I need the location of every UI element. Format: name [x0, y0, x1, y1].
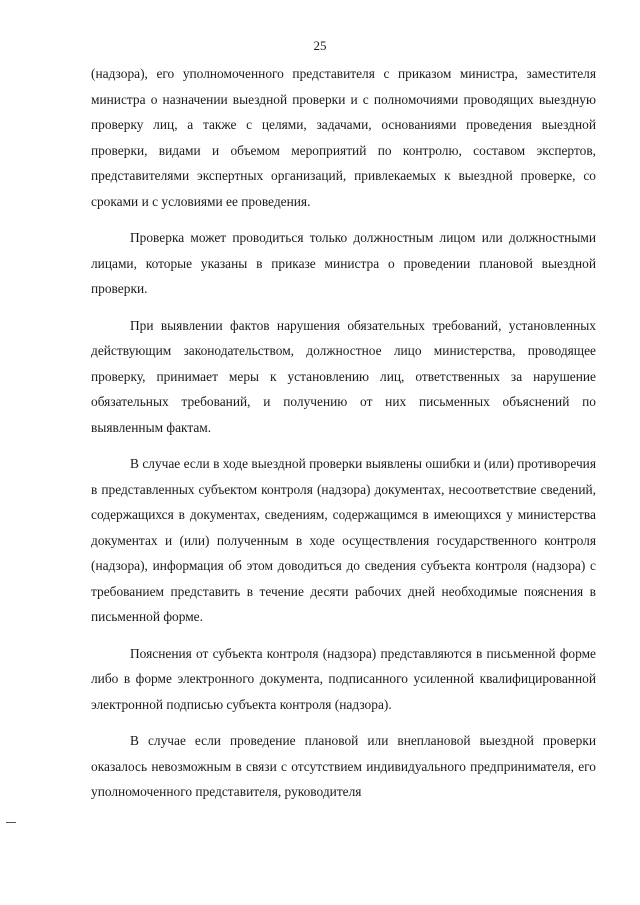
document-body	[91, 61, 596, 805]
paragraph-2: Проверка может проводиться только должностным лицом или должностными лицами, которые указаны в приказе министра о проведении плановой выездной проверки.	[91, 230, 596, 296]
paragraph-4: В случае если в ходе выездной проверки выявлены ошибки и (или) противоречия в представленных субъектом контроля (надзора) документах, несоответствие сведений, содержащихся в документах, сведениям, содержащимся в имеющихся у министерства документах и (или) полученным в ходе осуществления государственного контроля (надзора), информация об этом доводиться до сведения субъекта контроля (надзора) с требованием представить в течение десяти рабочих дней необходимые пояснения в письменной форме.	[91, 456, 596, 624]
paragraph-1: (надзора), его уполномоченного представителя с приказом министра, заместителя министра о назначении выездной проверки и с полномочиями проводящих выездную проверку лиц, а также с целями, задачами, основаниями проведения выездной проверки, видами и объемом мероприятий по контролю, составом экспертов, представителями экспертных организаций, привлекаемых к выездной проверке, со сроками и с условиями ее проведения.	[91, 66, 596, 209]
paragraph-3: При выявлении фактов нарушения обязательных требований, установленных действующим законодательством, должностное лицо министерства, проводящее проверку, принимает меры к установлению лиц, ответственных за нарушение обязательных требований, и получению от них письменных объяснений по выявленным фактам.	[91, 317, 596, 435]
paragraph-6: В случае если проведение плановой или внеплановой выездной проверки оказалось невозможным в связи с отсутствием индивидуального предпринимателя, его уполномоченного представителя, руководителя	[91, 733, 596, 799]
page-number: 25	[313, 38, 327, 53]
paragraph-5: Пояснения от субъекта контроля (надзора) представляются в письменной форме либо в форме электронного документа, подписанного усиленной квалифицированной электронной подписью субъекта контроля (надзора).	[91, 645, 596, 712]
margin-scan-mark	[6, 822, 16, 823]
